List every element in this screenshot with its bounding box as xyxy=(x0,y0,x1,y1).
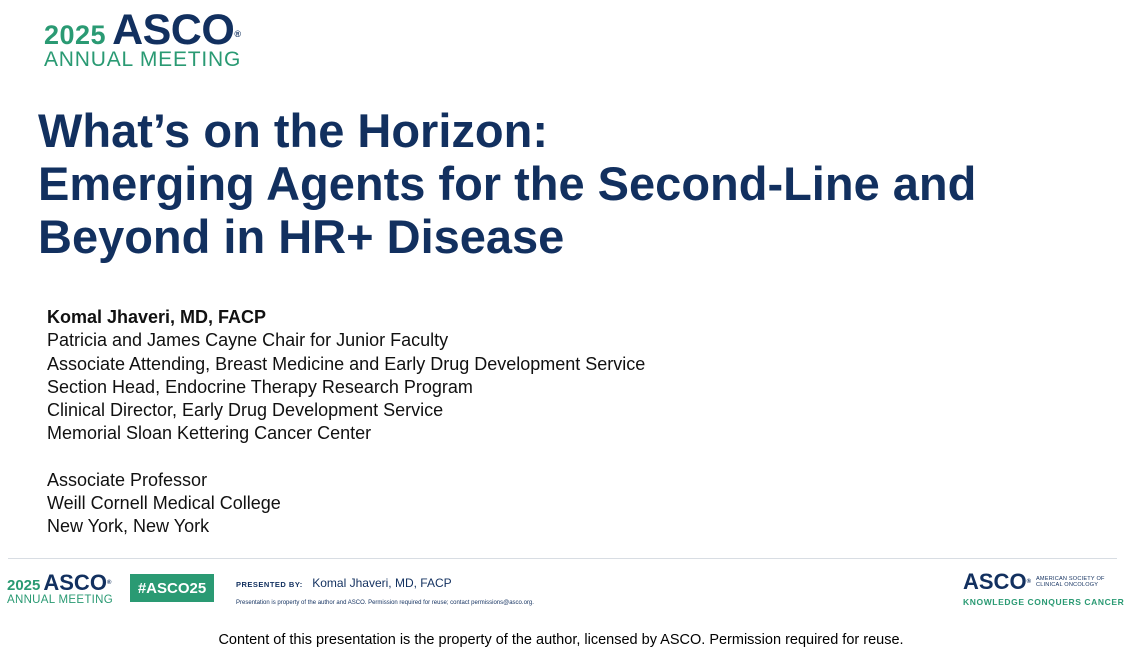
logo-year: 2025 xyxy=(44,20,107,50)
footer-asco-logo: 2025 ASCO® ANNUAL MEETING xyxy=(7,570,114,606)
title-line-2: Emerging Agents for the Second-Line and xyxy=(38,157,977,210)
logo-subtitle: ANNUAL MEETING xyxy=(44,48,242,71)
author-role: Patricia and James Cayne Chair for Junior Faculty xyxy=(47,330,449,351)
author-block xyxy=(47,306,645,539)
presented-by-label: PRESENTED BY: xyxy=(236,580,303,589)
title-line-1: What’s on the Horizon: xyxy=(38,104,548,157)
author-role: Section Head, Endocrine Therapy Research Program xyxy=(47,376,473,397)
author-location: New York, New York xyxy=(47,516,210,537)
presenter-name: Komal Jhaveri, MD, FACP xyxy=(312,576,452,590)
author-role: Associate Attending, Breast Medicine and Early Drug Development Service xyxy=(47,353,646,374)
footer-divider xyxy=(8,558,1117,559)
title-line-3: Beyond in HR+ Disease xyxy=(38,210,565,263)
asco-society-logo: ASCO® AMERICAN SOCIETY OF CLINICAL ONCOLOGY KNOWLEDGE CONQUERS CANCER xyxy=(963,569,1125,607)
asco-tagline: KNOWLEDGE CONQUERS CANCER xyxy=(963,597,1125,607)
footer-fine-print: Presentation is property of the author and ASCO. Permission required for reuse; contact permissions@asco.org. xyxy=(236,600,534,606)
author-college: Weill Cornell Medical College xyxy=(47,493,281,514)
author-role: Clinical Director, Early Drug Development Service xyxy=(47,400,444,421)
author-academic-title: Associate Professor xyxy=(47,469,208,490)
slide-title xyxy=(38,104,1108,263)
author-name: Komal Jhaveri, MD, FACP xyxy=(47,307,267,327)
logo-brand: ASCO® xyxy=(112,6,241,54)
copyright-notice: Content of this presentation is the property of the author, licensed by ASCO. Permission required for reuse. xyxy=(218,632,904,648)
presenter-info xyxy=(236,574,534,606)
hashtag-badge: #ASCO25 xyxy=(130,574,214,602)
author-institution: Memorial Sloan Kettering Cancer Center xyxy=(47,423,372,444)
asco-annual-meeting-logo xyxy=(44,8,241,70)
